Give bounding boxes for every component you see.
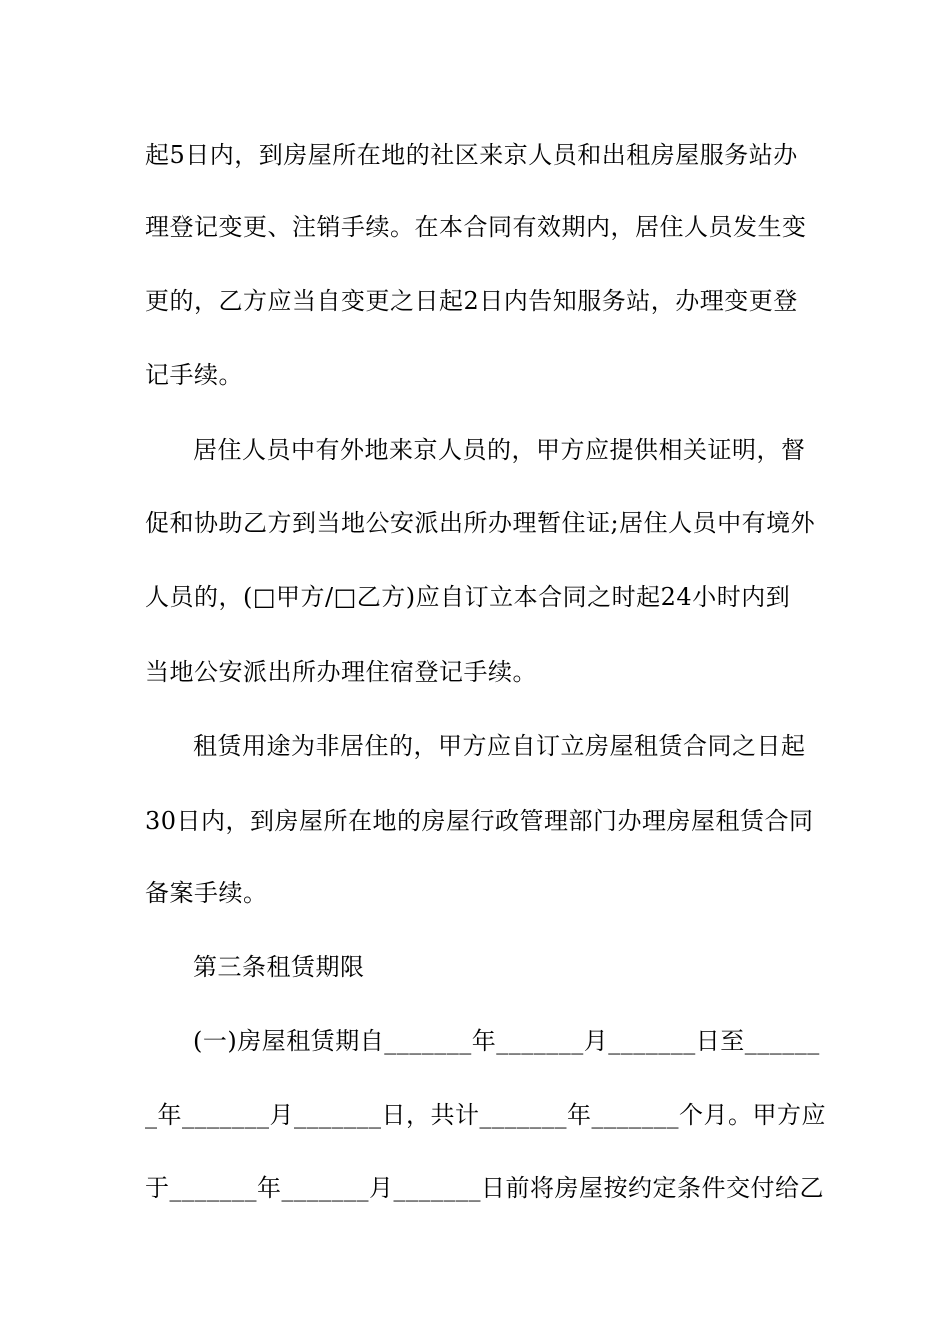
paragraph-line: (一)房屋租赁期自_______年_______月_______日至______ (193, 1027, 820, 1055)
paragraph-line: 促和协助乙方到当地公安派出所办理暂住证;居住人员中有境外 (145, 509, 816, 537)
paragraph-line: 居住人员中有外地来京人员的，甲方应提供相关证明，督 (193, 436, 806, 464)
paragraph-line: 当地公安派出所办理住宿登记手续。 (145, 658, 537, 686)
paragraph-line: 备案手续。 (145, 879, 268, 907)
section-heading: 第三条租赁期限 (193, 953, 365, 981)
paragraph-line: 于_______年_______月_______日前将房屋按约定条件交付给乙 (145, 1174, 824, 1202)
paragraph-line: 30日内，到房屋所在地的房屋行政管理部门办理房屋租赁合同 (145, 807, 814, 835)
paragraph-line: 租赁用途为非居住的，甲方应自订立房屋租赁合同之日起 (193, 732, 806, 760)
paragraph-line: 理登记变更、注销手续。在本合同有效期内，居住人员发生变 (145, 213, 807, 241)
paragraph-line: 记手续。 (145, 361, 243, 389)
paragraph-line: _年_______月_______日，共计_______年_______个月。甲方应 (145, 1101, 826, 1129)
paragraph-line: 更的，乙方应当自变更之日起2日内告知服务站，办理变更登 (145, 287, 798, 315)
paragraph-line: 起5日内，到房屋所在地的社区来京人员和出租房屋服务站办 (145, 141, 798, 169)
paragraph-line: 人员的，(□甲方/□乙方)应自订立本合同之时起24小时内到 (145, 583, 791, 611)
